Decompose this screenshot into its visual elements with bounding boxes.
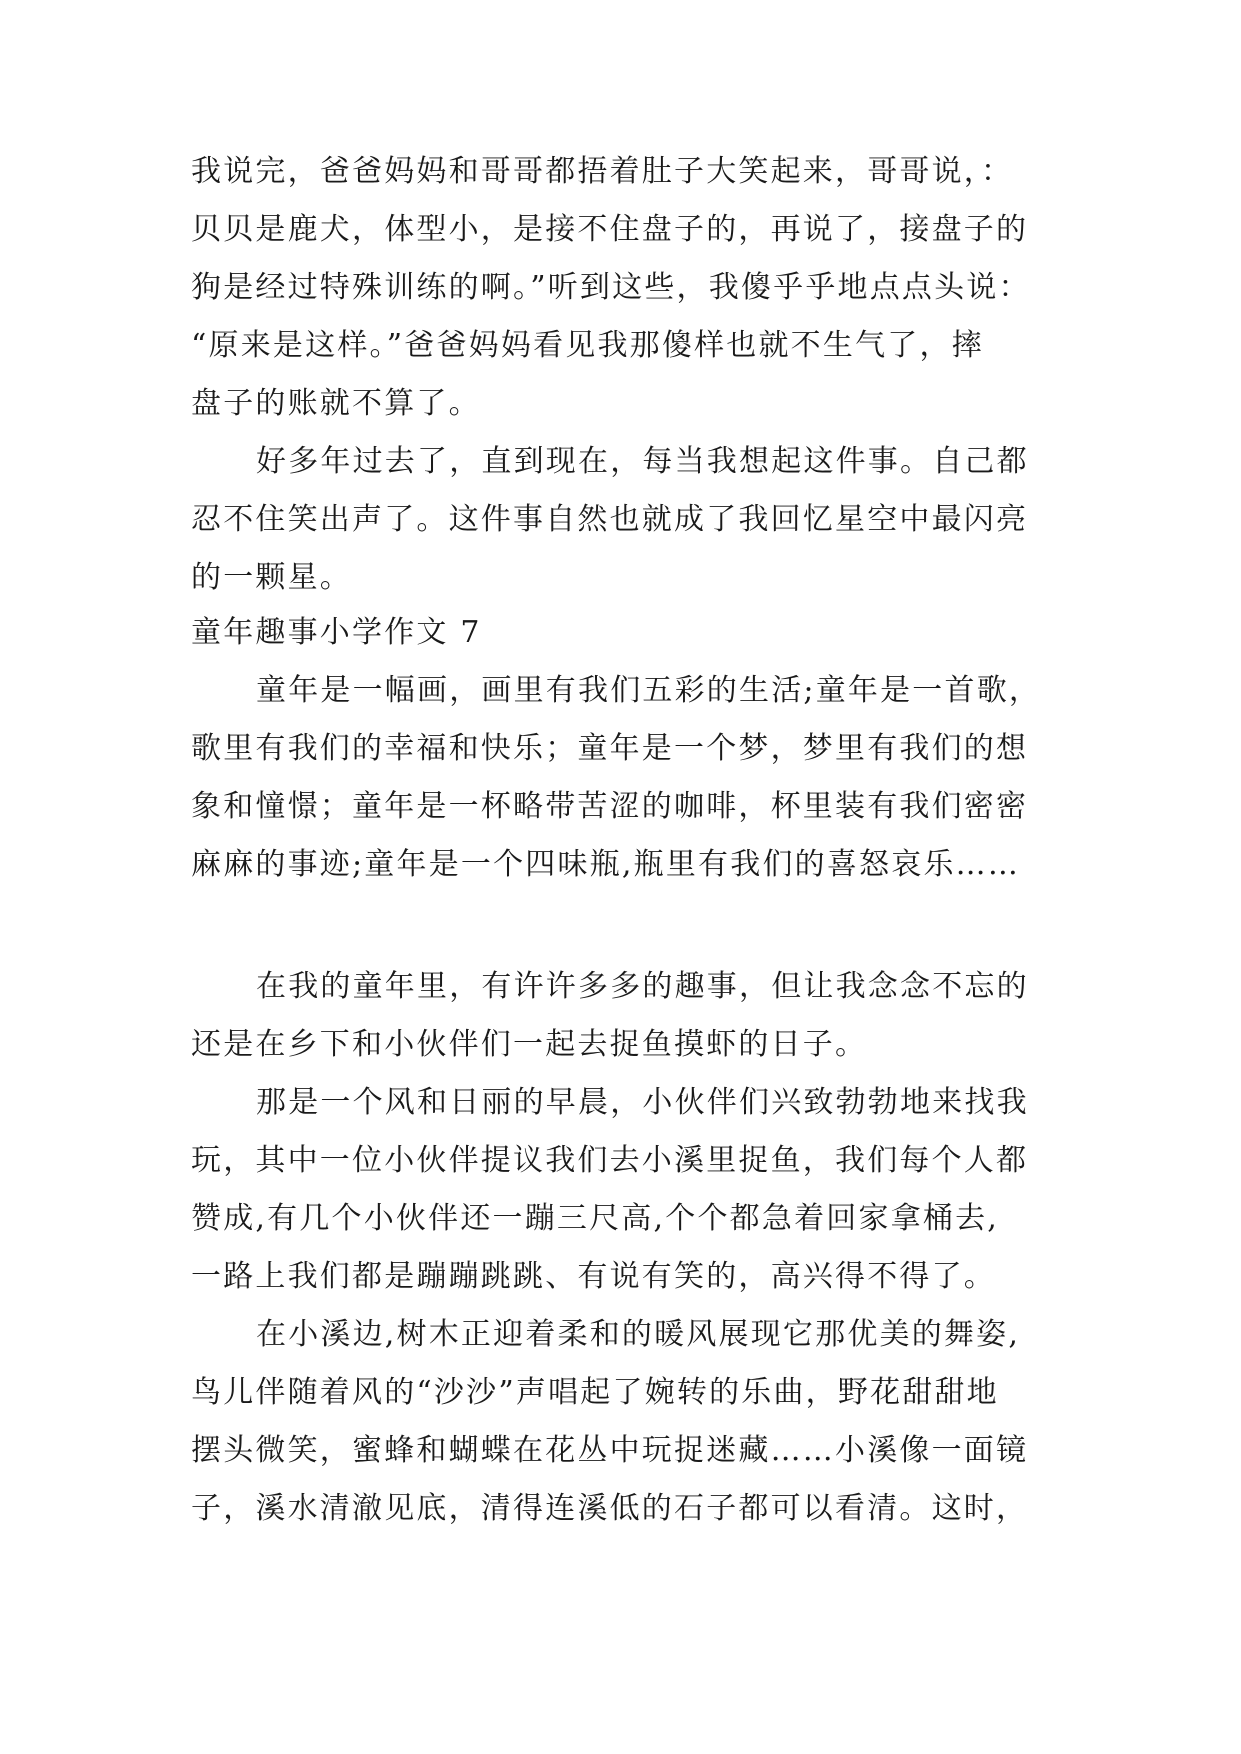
- text-line: 盘子的账就不算了。: [191, 386, 481, 421]
- paragraph-start-line: 好多年过去了，直到现在，每当我想起这件事。自己都: [256, 444, 1029, 479]
- text-line: 摆头微笑，蜜蜂和蝴蝶在花丛中玩捉迷藏……小溪像一面镜: [191, 1433, 1029, 1468]
- paragraph-start-line: 在小溪边,树木正迎着柔和的暖风展现它那优美的舞姿,: [256, 1317, 1021, 1352]
- text-line: 还是在乡下和小伙伴们一起去捉鱼摸虾的日子。: [191, 1027, 868, 1062]
- text-line: 贝贝是鹿犬，体型小，是接不住盘子的，再说了，接盘子的: [191, 212, 1029, 247]
- paragraph-start-line: 童年是一幅画，画里有我们五彩的生活;童年是一首歌，: [256, 673, 1042, 708]
- text-line: 忍不住笑出声了。这件事自然也就成了我回忆星空中最闪亮: [191, 502, 1029, 537]
- text-line: 狗是经过特殊训练的啊。”听到这些，我傻乎乎地点点头说：: [191, 270, 1031, 305]
- text-line: 麻麻的事迹;童年是一个四味瓶,瓶里有我们的喜怒哀乐……: [191, 847, 1021, 882]
- text-line: 象和憧憬；童年是一杯略带苦涩的咖啡，杯里装有我们密密: [191, 789, 1029, 824]
- text-line: 鸟儿伴随着风的“沙沙”声唱起了婉转的乐曲，野花甜甜地: [191, 1375, 999, 1410]
- text-line: 子，溪水清澈见底，清得连溪低的石子都可以看清。这时，: [191, 1491, 1029, 1526]
- section-heading: 童年趣事小学作文 7: [191, 615, 482, 650]
- text-line: 我说完，爸爸妈妈和哥哥都捂着肚子大笑起来，哥哥说，：: [191, 154, 1014, 189]
- paragraph-start-line: 在我的童年里，有许许多多的趣事，但让我念念不忘的: [256, 969, 1029, 1004]
- text-line: 赞成,有几个小伙伴还一蹦三尺高,个个都急着回家拿桶去,: [191, 1201, 1000, 1236]
- paragraph-start-line: 那是一个风和日丽的早晨，小伙伴们兴致勃勃地来找我: [256, 1085, 1029, 1120]
- text-line: “原来是这样。”爸爸妈妈看见我那傻样也就不生气了，摔: [191, 328, 984, 363]
- text-line: 玩，其中一位小伙伴提议我们去小溪里捉鱼，我们每个人都: [191, 1143, 1029, 1178]
- text-line: 一路上我们都是蹦蹦跳跳、有说有笑的，高兴得不得了。: [191, 1259, 996, 1294]
- text-line: 歌里有我们的幸福和快乐；童年是一个梦，梦里有我们的想: [191, 731, 1029, 766]
- text-line: 的一颗星。: [191, 560, 352, 595]
